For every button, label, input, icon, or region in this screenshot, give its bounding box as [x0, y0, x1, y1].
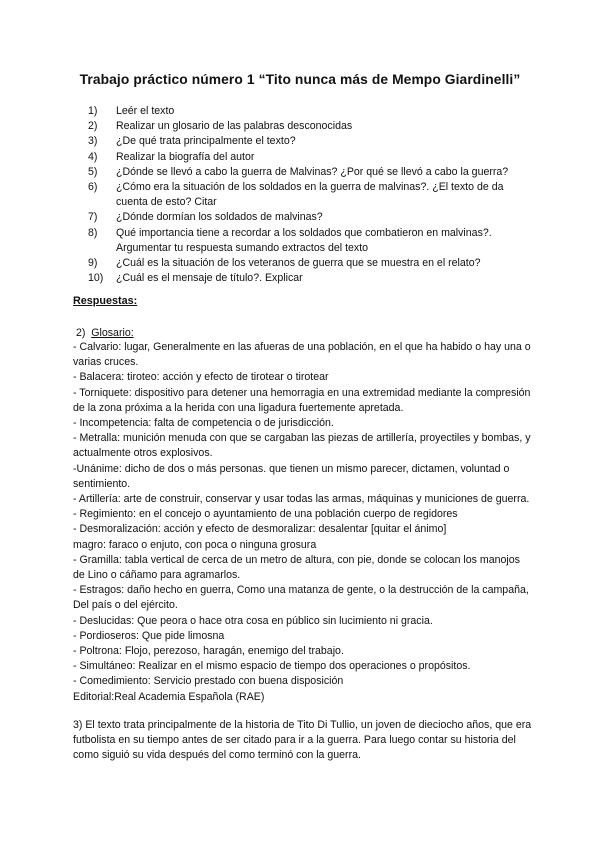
question-text: ¿Cómo era la situación de los soldados en la guerra de malvinas?. ¿El texto de da cuenta de esto? Citar	[116, 181, 504, 209]
document-title: Trabajo práctico número 1 “Tito nunca más de Mempo Giardinelli”	[79, 72, 521, 87]
question-item	[88, 226, 528, 256]
question-item	[88, 134, 528, 149]
question-number: 1)	[88, 105, 98, 117]
question-text: Qué importancia tiene a recordar a los soldados que combatieron en malvinas?. Argumentar tu respuesta sumando extractos del texto	[116, 226, 492, 254]
answer-3-text: 3) El texto trata principalmente de la historia de Tito Di Tullio, un joven de dieciocho años, que era futbolista en su tiempo antes de ser citado para ir a la guerra. Para luego contar su historia del como siguió su vida después del como terminó con la guerra.	[73, 719, 532, 762]
question-text: Leér el texto	[116, 105, 175, 117]
question-number: 3)	[88, 135, 98, 148]
glossary-entry: - Gramilla: tabla vertical de cerca de un metro de altura, con pie, donde se colocan los manojos de Lino o cáñamo para agramarlos.	[73, 553, 520, 582]
question-number: 5)	[88, 165, 98, 178]
question-item	[88, 165, 528, 180]
glossary-entry: -Unánime: dicho de dos o más personas. que tienen un mismo parecer, dictamen, voluntad o sentimiento.	[73, 462, 510, 490]
glossary-entry: - Artillería: arte de construir, conservar y usar todas las armas, máquinas y municiones de guerra.	[73, 493, 530, 506]
glossary-entry: - Pordioseros: Que pide limosna	[73, 629, 225, 642]
question-number: 8)	[88, 226, 98, 239]
question-number: 2)	[88, 120, 98, 133]
question-number: 7)	[88, 211, 98, 224]
question-text: Realizar la biografía del autor	[116, 150, 255, 163]
question-number: 4)	[88, 150, 98, 163]
question-text: ¿Dónde dormían los soldados de malvinas?	[116, 211, 323, 224]
glossary-number: 2)	[75, 327, 86, 339]
glossary-entry: - Incompetencia: falta de competencia o de jurisdicción.	[73, 417, 334, 430]
glossary-entry: - Desmoralización: acción y efecto de desmoralizar: desalentar [quitar el ánimo]	[73, 523, 447, 536]
glossary-heading: Glosario:	[91, 327, 134, 339]
glossary-entry: - Calvario: lugar, Generalmente en las afueras de una población, en el que ha habido o hay una o varias cruces.	[73, 341, 531, 369]
question-item	[88, 104, 528, 119]
question-number: 6)	[88, 181, 98, 194]
glossary-entry: - Balacera: tiroteo: acción y efecto de tirotear o tirotear	[73, 371, 329, 384]
questions-list	[88, 104, 528, 286]
glossary-entry: - Regimiento: en el concejo o ayuntamiento de una población cuerpo de regidores	[73, 508, 458, 521]
question-item	[88, 210, 528, 225]
glossary-heading-row	[73, 326, 533, 341]
question-number: 9)	[88, 257, 98, 270]
responses-heading: Respuestas:	[73, 295, 138, 307]
glossary-entry: - Deslucidas: Que peora o hace otra cosa en público sin lucimiento ni gracia.	[73, 614, 433, 627]
glossary-entry: magro: faraco o enjuto, con poca o ninguna grosura	[73, 538, 317, 551]
question-text: ¿Dónde se llevó a cabo la guerra de Malvinas? ¿Por qué se llevó a cabo la guerra?	[116, 165, 509, 178]
glossary-entry: - Poltrona: Flojo, perezoso, haragán, enemigo del trabajo.	[73, 645, 344, 658]
glossary-entry: Editorial:Real Academia Española (RAE)	[73, 690, 265, 703]
question-text: Realizar un glosario de las palabras desconocidas	[116, 120, 353, 133]
glossary-entry: - Simultáneo: Realizar en el mismo espacio de tiempo dos operaciones o propósitos.	[73, 660, 471, 673]
answer-3	[73, 718, 535, 764]
question-number: 10)	[88, 272, 104, 285]
question-text: ¿Cuál es el mensaje de título?. Explicar	[116, 272, 303, 285]
glossary-entry: - Metralla: munición menuda con que se cargaban las piezas de artillería, proyectiles y bombas, y actualmente otros explosivos.	[73, 432, 531, 460]
question-item	[88, 180, 528, 210]
glossary-entry: - Torniquete: dispositivo para detener una hemorragia en una extremidad mediante la compresión de la zona próxima a la herida con una ligadura fuertemente apretada.	[73, 386, 531, 414]
question-text: ¿Cuál es la situación de los veteranos de guerra que se muestra en el relato?	[116, 257, 481, 270]
question-text: ¿De qué trata principalmente el texto?	[116, 135, 296, 148]
question-item	[88, 119, 528, 134]
question-item	[88, 271, 528, 286]
glossary-entries	[73, 340, 533, 705]
glossary-entry: - Comedimiento: Servicio prestado con buena disposición	[73, 675, 344, 688]
glossary-entry: - Estragos: daño hecho en guerra, Como una matanza de gente, o la destrucción de la campaña, Del país o del ejército.	[73, 584, 529, 612]
question-item	[88, 256, 528, 271]
question-item	[88, 150, 528, 165]
